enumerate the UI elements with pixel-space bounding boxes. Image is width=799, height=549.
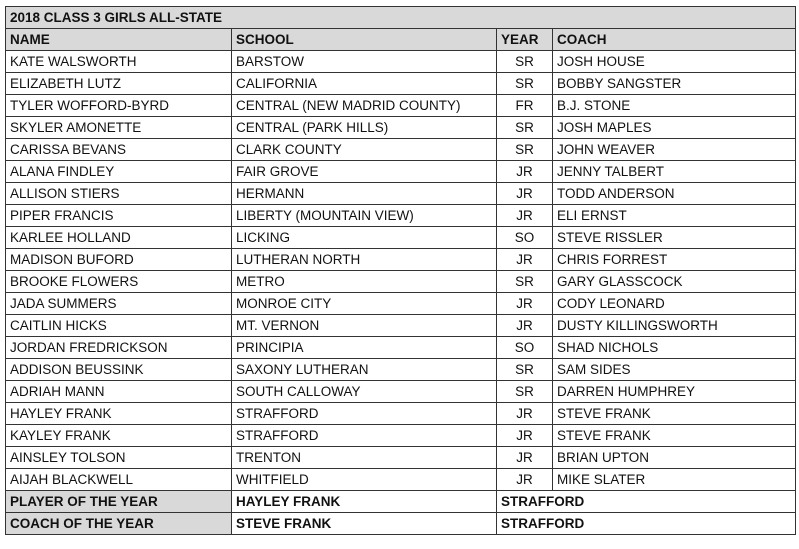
cell-coach: STEVE RISSLER [553,227,796,249]
cell-name: ELIZABETH LUTZ [6,73,232,95]
table-row [6,469,796,491]
cell-school: TRENTON [232,447,497,469]
cell-school: METRO [232,271,497,293]
table-row [6,403,796,425]
table-row [6,447,796,469]
cell-year: JR [497,469,553,491]
table-row [6,117,796,139]
award-row [6,491,796,513]
award-person: HAYLEY FRANK [232,491,497,513]
cell-coach: B.J. STONE [553,95,796,117]
table-row [6,359,796,381]
cell-name: JADA SUMMERS [6,293,232,315]
table-row [6,425,796,447]
cell-coach: SAM SIDES [553,359,796,381]
table-row [6,95,796,117]
column-header-year: YEAR [497,29,553,51]
cell-school: FAIR GROVE [232,161,497,183]
header-row [6,29,796,51]
cell-name: ADRIAH MANN [6,381,232,403]
cell-school: CENTRAL (NEW MADRID COUNTY) [232,95,497,117]
cell-coach: JOSH MAPLES [553,117,796,139]
cell-coach: TODD ANDERSON [553,183,796,205]
cell-year: SR [497,271,553,293]
cell-year: SO [497,337,553,359]
cell-year: JR [497,205,553,227]
cell-school: CALIFORNIA [232,73,497,95]
cell-year: FR [497,95,553,117]
cell-name: TYLER WOFFORD-BYRD [6,95,232,117]
cell-name: KARLEE HOLLAND [6,227,232,249]
cell-name: MADISON BUFORD [6,249,232,271]
cell-name: JORDAN FREDRICKSON [6,337,232,359]
cell-name: AINSLEY TOLSON [6,447,232,469]
table-row [6,205,796,227]
cell-year: JR [497,403,553,425]
award-person: STEVE FRANK [232,513,497,535]
cell-school: CLARK COUNTY [232,139,497,161]
cell-year: SR [497,117,553,139]
award-label: PLAYER OF THE YEAR [6,491,232,513]
cell-coach: JOSH HOUSE [553,51,796,73]
cell-coach: STEVE FRANK [553,403,796,425]
cell-coach: BRIAN UPTON [553,447,796,469]
cell-name: ALLISON STIERS [6,183,232,205]
title-row [6,7,796,29]
cell-coach: JENNY TALBERT [553,161,796,183]
cell-name: HAYLEY FRANK [6,403,232,425]
cell-coach: MIKE SLATER [553,469,796,491]
table-row [6,73,796,95]
table-row [6,183,796,205]
cell-coach: GARY GLASSCOCK [553,271,796,293]
table-row [6,161,796,183]
cell-coach: SHAD NICHOLS [553,337,796,359]
table-row [6,337,796,359]
cell-year: SR [497,359,553,381]
cell-name: KAYLEY FRANK [6,425,232,447]
cell-name: BROOKE FLOWERS [6,271,232,293]
cell-name: CARISSA BEVANS [6,139,232,161]
cell-school: SOUTH CALLOWAY [232,381,497,403]
cell-coach: CODY LEONARD [553,293,796,315]
cell-year: JR [497,249,553,271]
cell-coach: CHRIS FORREST [553,249,796,271]
cell-name: PIPER FRANCIS [6,205,232,227]
table-row [6,249,796,271]
table-body [6,7,796,535]
table-row [6,293,796,315]
cell-school: PRINCIPIA [232,337,497,359]
cell-year: JR [497,161,553,183]
table-row [6,381,796,403]
cell-name: ADDISON BEUSSINK [6,359,232,381]
cell-year: SR [497,381,553,403]
cell-name: SKYLER AMONETTE [6,117,232,139]
cell-year: SR [497,51,553,73]
award-label: COACH OF THE YEAR [6,513,232,535]
cell-school: STRAFFORD [232,403,497,425]
cell-year: JR [497,183,553,205]
column-header-coach: COACH [553,29,796,51]
table-row [6,139,796,161]
cell-name: CAITLIN HICKS [6,315,232,337]
award-school: STRAFFORD [497,491,796,513]
cell-year: JR [497,447,553,469]
cell-year: SR [497,73,553,95]
cell-school: WHITFIELD [232,469,497,491]
cell-coach: DUSTY KILLINGSWORTH [553,315,796,337]
cell-school: CENTRAL (PARK HILLS) [232,117,497,139]
cell-coach: ELI ERNST [553,205,796,227]
cell-year: SR [497,139,553,161]
award-school: STRAFFORD [497,513,796,535]
column-header-name: NAME [6,29,232,51]
table-row [6,227,796,249]
cell-school: MONROE CITY [232,293,497,315]
cell-school: MT. VERNON [232,315,497,337]
cell-name: KATE WALSWORTH [6,51,232,73]
table-row [6,51,796,73]
column-header-school: SCHOOL [232,29,497,51]
table-title: 2018 CLASS 3 GIRLS ALL-STATE [6,7,796,29]
cell-year: JR [497,425,553,447]
cell-name: AIJAH BLACKWELL [6,469,232,491]
cell-school: SAXONY LUTHERAN [232,359,497,381]
cell-coach: BOBBY SANGSTER [553,73,796,95]
cell-school: HERMANN [232,183,497,205]
cell-school: LUTHERAN NORTH [232,249,497,271]
all-state-table [5,6,796,535]
cell-coach: DARREN HUMPHREY [553,381,796,403]
table-row [6,271,796,293]
cell-year: SO [497,227,553,249]
cell-school: STRAFFORD [232,425,497,447]
cell-school: LIBERTY (MOUNTAIN VIEW) [232,205,497,227]
cell-name: ALANA FINDLEY [6,161,232,183]
cell-year: JR [497,293,553,315]
cell-school: BARSTOW [232,51,497,73]
award-row [6,513,796,535]
cell-coach: JOHN WEAVER [553,139,796,161]
cell-coach: STEVE FRANK [553,425,796,447]
table-row [6,315,796,337]
cell-school: LICKING [232,227,497,249]
cell-year: JR [497,315,553,337]
